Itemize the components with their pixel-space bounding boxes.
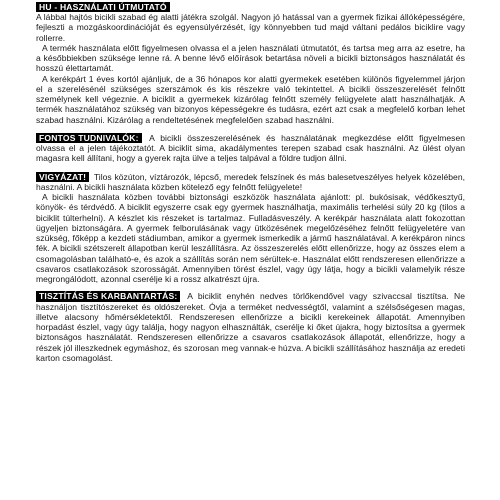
section-heading: TISZTÍTÁS ÉS KARBANTARTÁS: bbox=[36, 291, 180, 301]
section-cleaning-maintenance bbox=[36, 291, 465, 363]
paragraph-text: A biciklit enyhén nedves törlőkendővel vagy szivaccsal tisztítsa. Ne használjon tisztítószereket és oldószereket. Óvja a terméket nedvességtől, valamint a szélsőségesen magas, illetve alacsony hőmérsékletektől. Rendszeresen ellenőrizze a bicikli kerekeinek állapotát. Amennyiben horpadást észlel, vagy úgy találja, hogy nagyon elhasználták, cserélje ki őket újakra, hogy biztosítsa a gyermek biztonságos használatát. Rendszeresen ellenőrizze a csavaros csatlakozások állapotát, ellenőrizze, hogy a részek jól illeszkednek egymáshoz, és szorosan meg vannak-e húzva. A bicikli szállításához használja az eredeti karton csomagolást. bbox=[36, 291, 465, 363]
paragraph bbox=[36, 172, 465, 193]
section-heading: HU - HASZNÁLATI ÚTMUTATÓ bbox=[36, 2, 170, 12]
paragraph: A termék használata előtt figyelmesen olvassa el a jelen használati útmutatót, és tartsa meg arra az esetre, ha a későbbiekben szüksége lenne rá. A benne lévő előírások betartása növeli a bicikli biztonságos használatát és hosszú élettartamát. bbox=[36, 42, 465, 74]
paragraph-text: A bicikli összeszerelésének és használatának megkezdése előtt figyelmesen olvassa el a jelen tájékoztatót. A biciklit sima, akadálymentes terepen szabad csak használni. Az ülést olyan magasra kell állítani, hogy a gyerek rajta ülve a teljes talpával a földre tudjon állni. bbox=[36, 132, 465, 164]
section-important-info bbox=[36, 133, 465, 164]
paragraph bbox=[36, 133, 465, 164]
section-heading: FONTOS TUDNIVALÓK: bbox=[36, 133, 142, 143]
paragraph-text: Tilos közúton, víztározók, lépcső, meredek felszínek és más balesetveszélyes helyek közelében, használni. A bicikli használata közben kötelező egy felnőtt felügyelete! bbox=[36, 171, 465, 192]
paragraph bbox=[36, 291, 465, 363]
section-warning bbox=[36, 172, 465, 285]
paragraph: A bicikli használata közben további biztonsági eszközök használata ajánlott: pl. bukósisak, védőkesztyű, könyök- és térdvédő. A biciklit egyszerre csak egy gyermek használhatja, maximális terhelési súly 20 kg (tilos a biciklit túlterhelni). A készlet kis részeket is tartalmaz. Fulladásveszély. A kerékpár használata alatt fokozottan ügyeljen biztonságára. A gyermek felborulásának vagy ütközésének megelőzéséhez felnőtt felügyeletére van szükség, főképp a kezdeti stádiumban, amikor a gyermek ismerkedik a jármű használatával. A kerékpáron nincs fék. A bicikli szétszerelt állapotban kerül leszállításra. Az összeszerelés előtt ellenőrizze, hogy az összes elem a csomagolásban található-e, és azok a szállítás során nem sérültek-e. Használat előtt rendszeresen ellenőrizze a csavaros csatlakozások szorosságát. Amennyiben törést észlel, vagy úgy látja, hogy a bicikli valamelyik része megrongálódott, azonnal cserélje ki a rossz alkatrészt újra. bbox=[36, 192, 465, 285]
paragraph: A kerékpárt 1 éves kortól ajánljuk, de a 36 hónapos kor alatti gyermekek esetében különös figyelemmel járjon el a szerelésénél szükséges szerszámok és kis részekre való tekintettel. A bicikli összeszerelését felnőtt személynek kell végeznie. A biciklit a gyermekek kizárólag felnőtt személy felügyelete alatt használhatják. A termék használatához szükség van bizonyos képességekre és tudásra, ezért azt csak a megfelelő korban lehet szabad használni. Kizárólag a rendeltetésének megfelelően szabad használni. bbox=[36, 73, 465, 125]
section-heading: VIGYÁZAT! bbox=[36, 172, 89, 182]
paragraph: A lábbal hajtós bicikli szabad ég alatti játékra szolgál. Nagyon jó hatással van a gyermek fizikai állóképességére, fejleszti a mozgáskoordinációját és egyensúlyérzését, így könnyebben tud majd váltani pedálos biciklire vagy rollerre. bbox=[36, 12, 465, 43]
section-user-manual bbox=[36, 2, 465, 125]
